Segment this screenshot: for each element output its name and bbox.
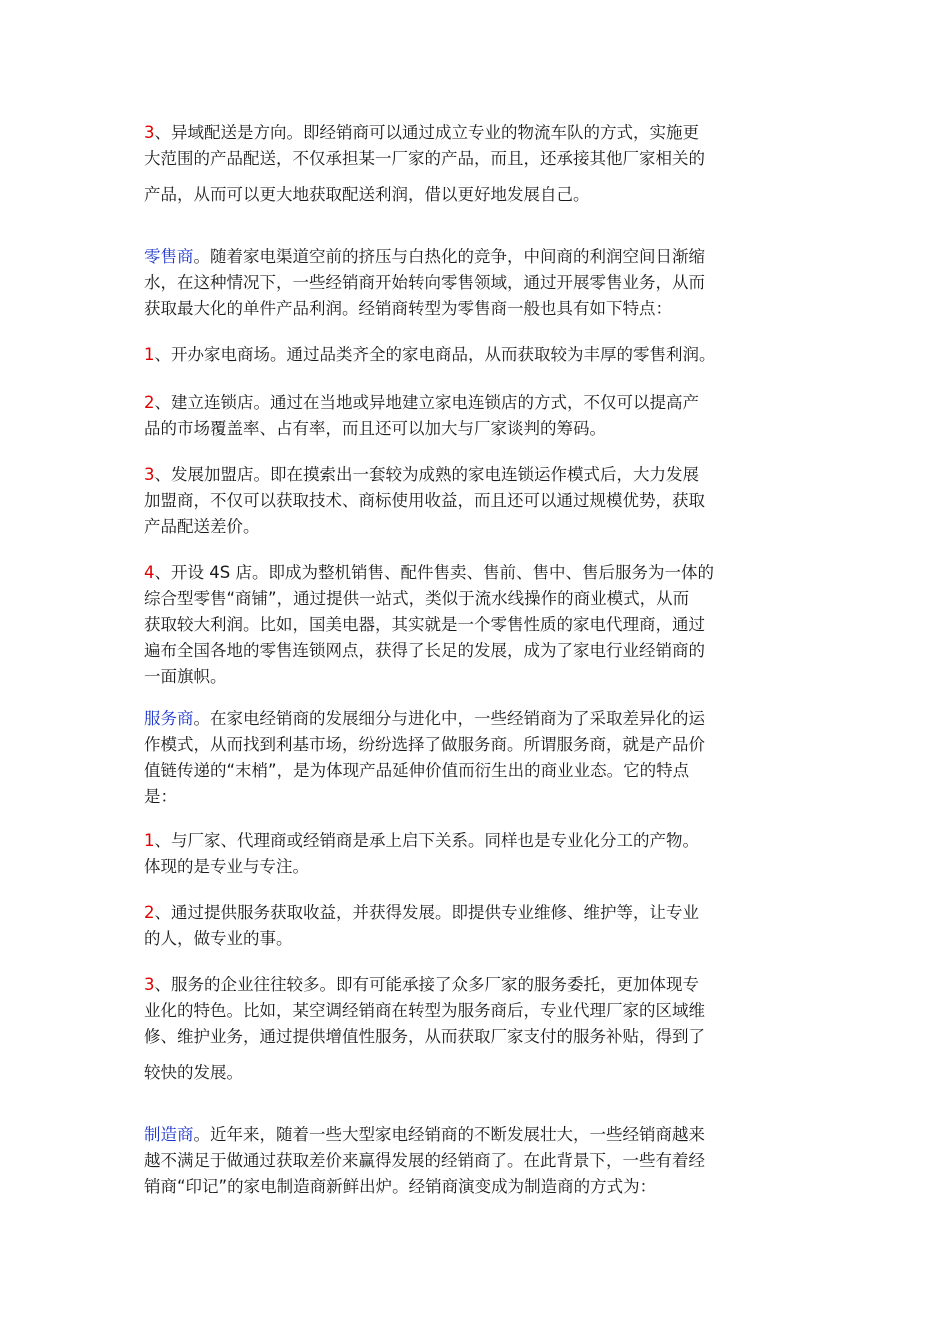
paragraph-6-line-3: 获取较大利润。比如，国美电器，其实就是一个零售性质的家电代理商，通过 [144, 615, 705, 634]
line-text: 、与厂家、代理商或经销商是承上启下关系。同样也是专业化分工的产物。 [154, 831, 699, 850]
paragraph-4-line-1 [144, 390, 699, 416]
paragraph-10-line-1 [144, 972, 699, 998]
paragraph-6-line-2: 综合型零售“商铺”，通过提供一站式，类似于流水线操作的商业模式，从而 [144, 589, 690, 608]
paragraph-8-line-1 [144, 828, 699, 854]
line-text: 、开设 4S 店。即成为整机销售、配件售卖、售前、售中、售后服务为一体的 [154, 563, 714, 582]
paragraph-8-line-2: 体现的是专业与专注。 [144, 857, 309, 876]
paragraph-6-line-5: 一面旗帜。 [144, 667, 227, 686]
list-number: 2 [144, 903, 155, 922]
paragraph-1-line-1 [144, 120, 699, 146]
paragraph-7-line-3: 值链传递的“末梢”，是为体现产品延伸价值而衍生出的商业业态。它的特点 [144, 761, 690, 780]
paragraph-1-line-3: 产品，从而可以更大地获取配送利润，借以更好地发展自己。 [144, 185, 590, 204]
paragraph-9-line-1 [144, 900, 699, 926]
paragraph-6-line-4: 遍布全国各地的零售连锁网点，获得了长足的发展，成为了家电行业经销商的 [144, 641, 705, 660]
list-number: 1 [144, 831, 155, 850]
paragraph-2-line-2: 水，在这种情况下，一些经销商开始转向零售领域，通过开展零售业务，从而 [144, 273, 705, 292]
paragraph-3-line-1 [144, 342, 716, 368]
paragraph-7-line-4: 是： [144, 787, 177, 806]
paragraph-10-line-3: 修、维护业务，通过提供增值性服务，从而获取厂家支付的服务补贴，得到了 [144, 1027, 705, 1046]
line-text: 。在家电经销商的发展细分与进化中，一些经销商为了采取差异化的运 [193, 709, 705, 728]
paragraph-5-line-1 [144, 462, 699, 488]
paragraph-1-line-2: 大范围的产品配送，不仅承担某一厂家的产品，而且，还承接其他厂家相关的 [144, 149, 705, 168]
list-number: 3 [144, 123, 155, 142]
paragraph-11-line-3: 销商“印记”的家电制造商新鲜出炉。经销商演变成为制造商的方式为： [144, 1177, 657, 1196]
line-text: 、通过提供服务获取收益，并获得发展。即提供专业维修、维护等，让专业 [154, 903, 699, 922]
list-number: 1 [144, 345, 155, 364]
section-keyword: 制造商 [144, 1125, 194, 1144]
section-keyword: 服务商 [144, 709, 194, 728]
line-text: 、异域配送是方向。即经销商可以通过成立专业的物流车队的方式，实施更 [154, 123, 699, 142]
list-number: 2 [144, 393, 155, 412]
paragraph-7-line-2: 作模式，从而找到利基市场，纷纷选择了做服务商。所谓服务商，就是产品价 [144, 735, 705, 754]
section-keyword: 零售商 [144, 247, 194, 266]
list-number: 4 [144, 563, 155, 582]
paragraph-4-line-2: 品的市场覆盖率、占有率，而且还可以加大与厂家谈判的筹码。 [144, 419, 606, 438]
line-text: 。随着家电渠道空前的挤压与白热化的竞争，中间商的利润空间日渐缩 [193, 247, 705, 266]
line-text: 。近年来，随着一些大型家电经销商的不断发展壮大，一些经销商越来 [193, 1125, 705, 1144]
paragraph-9-line-2: 的人，做专业的事。 [144, 929, 293, 948]
paragraph-2-line-3: 获取最大化的单件产品利润。经销商转型为零售商一般也具有如下特点： [144, 299, 672, 318]
paragraph-11-line-1 [144, 1122, 705, 1148]
paragraph-5-line-3: 产品配送差价。 [144, 517, 260, 536]
paragraph-2-line-1 [144, 244, 705, 270]
line-text: 、服务的企业往往较多。即有可能承接了众多厂家的服务委托，更加体现专 [154, 975, 699, 994]
line-text: 、开办家电商场。通过品类齐全的家电商品，从而获取较为丰厚的零售利润。 [154, 345, 716, 364]
paragraph-10-line-2: 业化的特色。比如，某空调经销商在转型为服务商后，专业代理厂家的区域维 [144, 1001, 705, 1020]
line-text: 、建立连锁店。通过在当地或异地建立家电连锁店的方式，不仅可以提高产 [154, 393, 699, 412]
paragraph-10-line-4: 较快的发展。 [144, 1063, 243, 1082]
paragraph-11-line-2: 越不满足于做通过获取差价来赢得发展的经销商了。在此背景下，一些有着经 [144, 1151, 705, 1170]
paragraph-6-line-1 [144, 560, 714, 586]
list-number: 3 [144, 975, 155, 994]
paragraph-5-line-2: 加盟商，不仅可以获取技术、商标使用收益，而且还可以通过规模优势，获取 [144, 491, 705, 510]
paragraph-7-line-1 [144, 706, 705, 732]
list-number: 3 [144, 465, 155, 484]
line-text: 、发展加盟店。即在摸索出一套较为成熟的家电连锁运作模式后，大力发展 [154, 465, 699, 484]
